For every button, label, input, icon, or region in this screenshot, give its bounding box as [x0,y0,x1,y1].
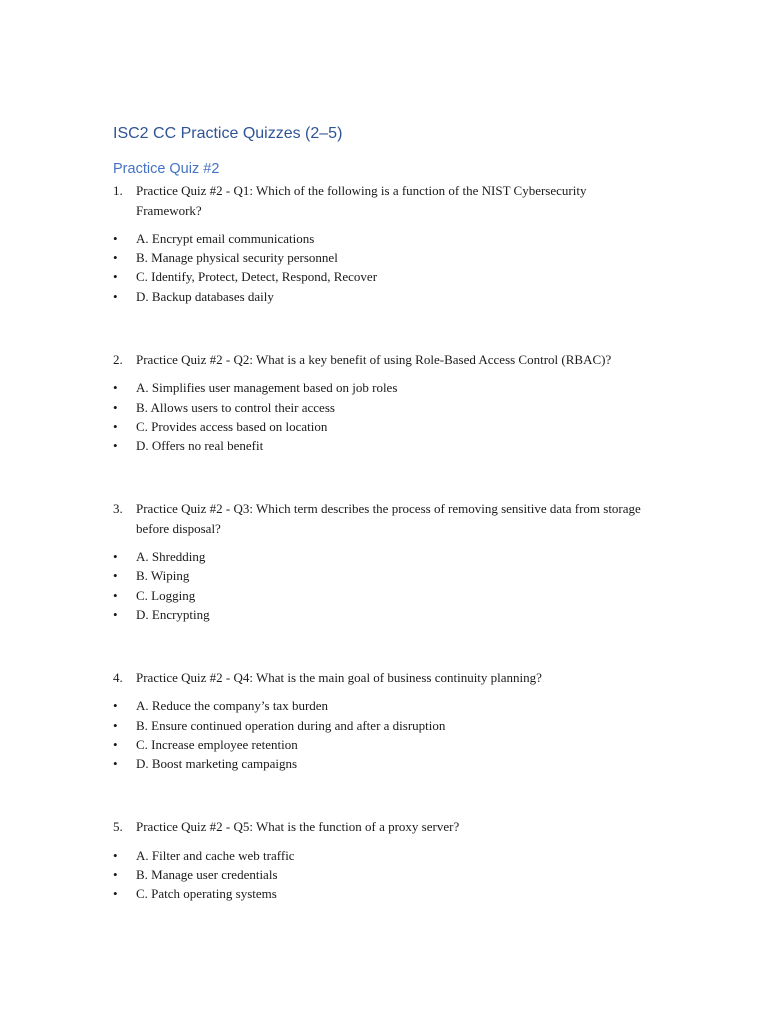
answer-option [113,605,654,624]
question-block [113,499,654,624]
answer-option [113,846,654,865]
question-block [113,668,654,773]
bullet-icon: • [113,549,118,565]
bullet-icon: • [113,250,118,266]
answer-option-text: B. Manage physical security personnel [136,250,338,266]
question [113,499,654,538]
answer-option-text: C. Patch operating systems [136,886,277,902]
answer-option [113,566,654,585]
bullet-icon: • [113,756,118,772]
section-heading: Practice Quiz #2 [113,161,220,177]
bullet-icon: • [113,231,118,246]
answer-option-text: D. Backup databases daily [136,288,274,304]
question-text: Practice Quiz #2 - Q2: What is a key benefit of using Role-Based Access Control (RBAC)? [136,351,612,367]
question-block [113,817,654,903]
question [113,350,654,370]
answer-option [113,586,654,605]
answer-option [113,696,654,715]
answer-option [113,716,654,735]
bullet-icon: • [113,568,118,584]
question-number: 3. [113,501,123,517]
question-text: Practice Quiz #2 - Q4: What is the main goal of business continuity planning? [136,669,542,685]
bullet-icon: • [113,437,118,453]
answer-option-text: A. Encrypt email communications [136,231,315,246]
answer-option [113,378,654,397]
bullet-icon: • [113,717,118,733]
answer-option-text: C. Identify, Protect, Detect, Respond, Recover [136,269,378,285]
answer-option [113,287,654,306]
question-number: 4. [113,669,123,685]
answer-option [113,884,654,903]
answer-option [113,248,654,267]
bullet-icon: • [113,380,118,396]
question [113,181,654,220]
answer-option-text: A. Reduce the company’s tax burden [136,698,329,714]
bullet-icon: • [113,866,118,882]
answer-options [113,547,654,624]
bullet-icon: • [113,399,118,415]
question-block [113,350,654,455]
bullet-icon: • [113,269,118,285]
question-text: Practice Quiz #2 - Q5: What is the function of a proxy server? [136,819,460,835]
bullet-icon: • [113,288,118,304]
answer-option-text: A. Filter and cache web traffic [136,847,295,863]
answer-option [113,547,654,566]
bullet-icon: • [113,418,118,434]
answer-option [113,229,654,248]
answer-option [113,398,654,417]
bullet-icon: • [113,606,118,622]
answer-option-text: C. Increase employee retention [136,736,298,752]
answer-options [113,696,654,773]
answer-option-text: D. Offers no real benefit [136,437,264,453]
answer-option [113,267,654,286]
question-text: Practice Quiz #2 - Q3: Which term describes the process of removing sensitive data from storage before disposal? [136,501,641,536]
question-block [113,181,654,306]
answer-options [113,229,654,306]
answer-option-text: D. Boost marketing campaigns [136,756,298,772]
answer-option-text: B. Wiping [136,568,190,584]
answer-options [113,378,654,455]
answer-option-text: C. Logging [136,587,196,603]
bullet-icon: • [113,698,118,714]
answer-option-text: D. Encrypting [136,606,210,622]
answer-option-text: A. Shredding [136,549,206,565]
answer-option-text: C. Provides access based on location [136,418,328,434]
question-number: 2. [113,351,123,367]
question-text: Practice Quiz #2 - Q1: Which of the following is a function of the NIST Cybersecurity Framework? [136,183,587,218]
answer-option [113,754,654,773]
bullet-icon: • [113,886,118,902]
question-list [113,181,654,903]
document-title: ISC2 CC Practice Quizzes (2–5) [113,125,343,142]
bullet-icon: • [113,736,118,752]
answer-option [113,417,654,436]
bullet-icon: • [113,587,118,603]
answer-option [113,735,654,754]
answer-option-text: B. Allows users to control their access [136,399,335,415]
answer-option [113,436,654,455]
answer-option [113,865,654,884]
answer-options [113,846,654,904]
question-number: 5. [113,819,123,835]
answer-option-text: B. Manage user credentials [136,866,278,882]
question [113,817,654,837]
bullet-icon: • [113,847,118,863]
answer-option-text: A. Simplifies user management based on job roles [136,380,398,396]
question-number: 1. [113,183,123,198]
answer-option-text: B. Ensure continued operation during and after a disruption [136,717,446,733]
question [113,668,654,688]
